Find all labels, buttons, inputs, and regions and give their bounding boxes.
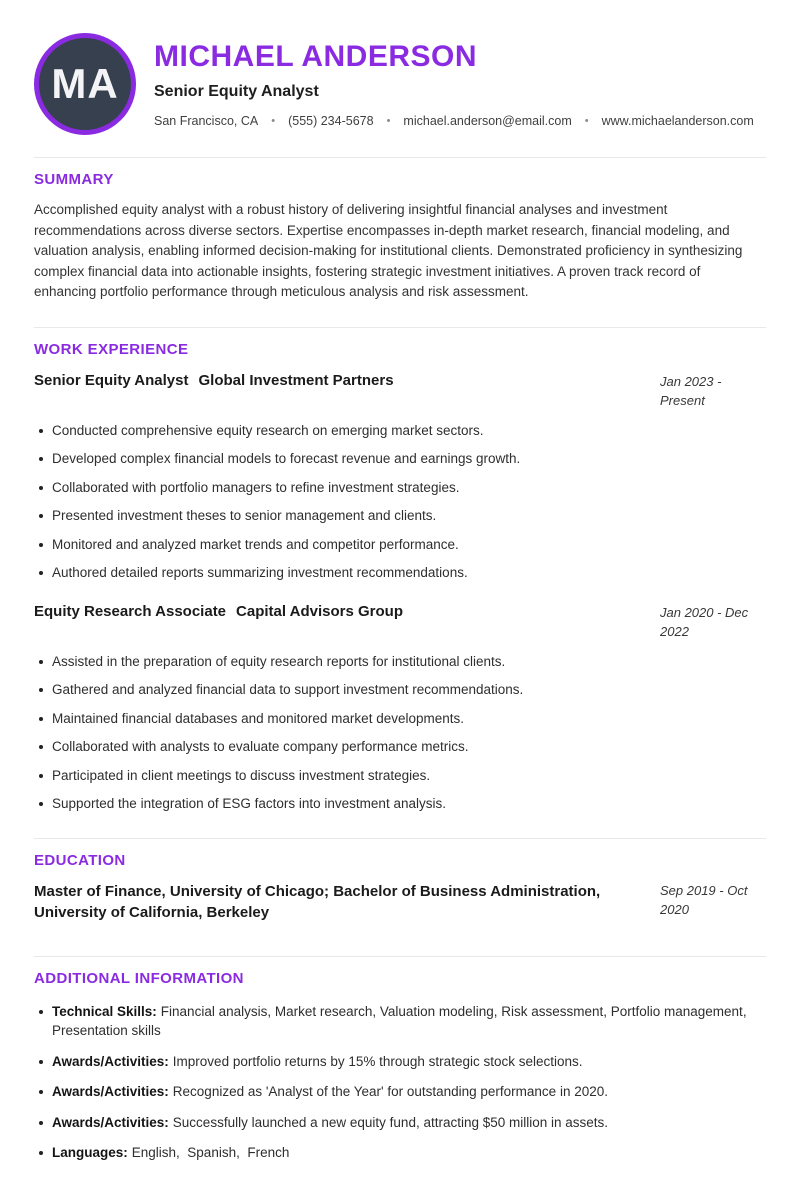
contact-location: San Francisco, CA <box>154 114 259 128</box>
person-job-title: Senior Equity Analyst <box>154 83 319 100</box>
additional-item <box>34 1002 766 1041</box>
avatar <box>34 33 136 135</box>
resume-header <box>34 0 766 135</box>
additional-item <box>34 1113 766 1133</box>
contact-row <box>154 114 754 129</box>
summary-text: Accomplished equity analyst with a robust history of delivering insightful financial analyses and investment recommendations across diverse sectors. Expertise encompasses in-depth market research, financial modeling, and valuation analysis, enabling informed decision-making for institutional clients. Demonstrated proficiency in synthesizing complex financial data into actionable insights, fostering strategic investment initiatives. A proven track record of enhancing portfolio performance through meticulous analysis and risk assessment. <box>34 202 747 299</box>
education-entry <box>34 881 766 924</box>
job-bullet: Authored detailed reports summarizing investment recommendations. <box>34 563 766 583</box>
additional-item <box>34 1052 766 1072</box>
job-title-line <box>34 603 660 621</box>
job-header <box>34 603 766 641</box>
header-info <box>154 33 754 129</box>
summary-section <box>34 158 766 303</box>
work-experience-heading: WORK EXPERIENCE <box>34 340 189 358</box>
additional-item-label: Awards/Activities: <box>52 1084 169 1099</box>
job-bullet: Supported the integration of ESG factors into investment analysis. <box>34 794 766 814</box>
job-bullet: Assisted in the preparation of equity research reports for institutional clients. <box>34 652 766 672</box>
additional-item <box>34 1082 766 1102</box>
job-bullet: Presented investment theses to senior management and clients. <box>34 506 766 526</box>
additional-info-heading: ADDITIONAL INFORMATION <box>34 969 244 987</box>
additional-item-label: Languages: <box>52 1145 128 1160</box>
job-position: Equity Research Associate <box>34 602 227 620</box>
education-dates: Sep 2019 - Oct 2020 <box>660 882 748 917</box>
job-dates: Jan 2020 - Dec 2022 <box>660 604 749 639</box>
job-company: Capital Advisors Group <box>236 602 404 620</box>
page-title: MICHAEL ANDERSON <box>154 40 478 73</box>
avatar-initials: MA <box>51 60 119 107</box>
additional-item-text: English, Spanish, French <box>131 1145 290 1160</box>
additional-item-label: Technical Skills: <box>52 1003 157 1019</box>
job-entry <box>34 372 766 583</box>
job-bullet: Collaborated with analysts to evaluate company performance metrics. <box>34 737 766 757</box>
job-bullet-list <box>34 652 766 814</box>
job-bullet-list <box>34 421 766 583</box>
additional-item <box>34 1143 766 1163</box>
summary-heading: SUMMARY <box>34 171 114 188</box>
job-bullet: Conducted comprehensive equity research on emerging market sectors. <box>34 421 766 441</box>
additional-item-text: Improved portfolio returns by 15% through strategic stock selections. <box>172 1053 583 1069</box>
contact-phone: (555) 234-5678 <box>288 114 374 128</box>
dot-separator: • <box>386 115 391 127</box>
work-experience-section <box>34 328 766 814</box>
dot-separator: • <box>584 115 589 127</box>
additional-item-text: Successfully launched a new equity fund, attracting $50 million in assets. <box>172 1114 609 1130</box>
dot-separator: • <box>271 115 276 127</box>
additional-info-section <box>34 957 766 1163</box>
job-header <box>34 372 766 410</box>
job-bullet: Participated in client meetings to discuss investment strategies. <box>34 766 766 786</box>
contact-website: www.michaelanderson.com <box>601 114 754 128</box>
job-bullet: Gathered and analyzed financial data to support investment recommendations. <box>34 680 766 700</box>
job-entry <box>34 603 766 814</box>
additional-item-label: Awards/Activities: <box>52 1053 169 1069</box>
additional-item-label: Awards/Activities: <box>52 1114 169 1130</box>
education-degree: Master of Finance, University of Chicago; Bachelor of Business Administration, University of California, Berkeley <box>34 882 601 921</box>
job-position: Senior Equity Analyst <box>34 371 189 389</box>
additional-item-text: Recognized as 'Analyst of the Year' for outstanding performance in 2020. <box>172 1084 608 1099</box>
contact-email: michael.anderson@email.com <box>403 114 572 128</box>
job-dates: Jan 2023 - Present <box>660 373 722 408</box>
education-section <box>34 839 766 924</box>
job-bullet: Monitored and analyzed market trends and competitor performance. <box>34 535 766 555</box>
job-bullet: Developed complex financial models to forecast revenue and earnings growth. <box>34 449 766 469</box>
job-bullet: Collaborated with portfolio managers to refine investment strategies. <box>34 478 766 498</box>
education-heading: EDUCATION <box>34 851 126 869</box>
job-title-line <box>34 372 660 390</box>
job-bullet: Maintained financial databases and monitored market developments. <box>34 709 766 729</box>
job-company: Global Investment Partners <box>198 371 394 389</box>
additional-item-text: Financial analysis, Market research, Valuation modeling, Risk assessment, Portfolio management, Presentation skills <box>52 1003 751 1038</box>
additional-info-list <box>34 1002 766 1163</box>
